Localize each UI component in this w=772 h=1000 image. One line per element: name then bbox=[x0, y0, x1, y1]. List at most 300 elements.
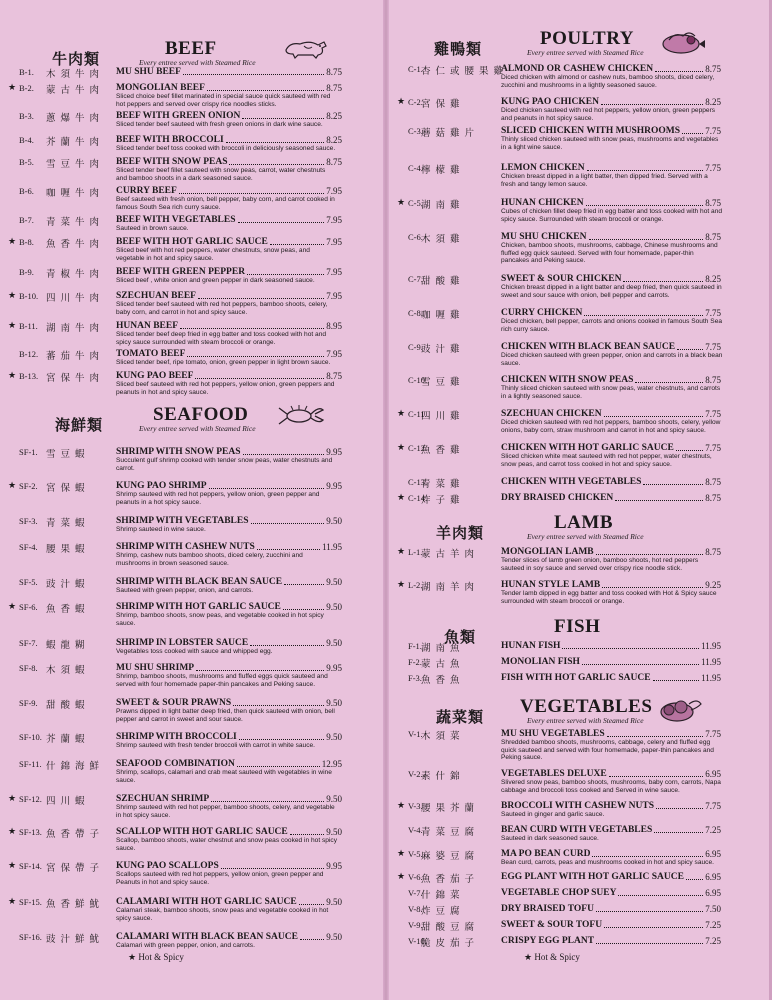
menu-item bbox=[0, 480, 383, 508]
item-price: 8.75 bbox=[326, 67, 342, 77]
item-name: KUNG PAO BEEF bbox=[116, 371, 194, 381]
item-description: Sauteed in dark seasoned sauce. bbox=[501, 835, 599, 842]
item-name: VEGETABLE CHOP SUEY bbox=[501, 888, 617, 898]
item-name-line bbox=[501, 96, 721, 107]
item-chinese-name: 湖南雞 bbox=[421, 200, 465, 211]
item-code: B-12. bbox=[19, 349, 39, 359]
item-name: BEEF WITH VEGETABLES bbox=[116, 215, 236, 225]
dot-leader bbox=[198, 298, 324, 299]
item-description: Chicken breast dipped in a light batter, then dipped fried. Served with a fresh and tangy lemon sauce. bbox=[501, 173, 708, 188]
item-description: Scallops sauteed with red hot peppers, yellow onion, green pepper and Peanuts in hot and spicy sauce. bbox=[116, 871, 324, 886]
spicy-star-icon: ★ bbox=[8, 82, 17, 92]
dot-leader bbox=[243, 454, 325, 455]
menu-item bbox=[389, 63, 772, 91]
item-name-line bbox=[116, 66, 342, 77]
item-price: 7.95 bbox=[326, 267, 342, 277]
item-description: Chicken breast dipped in a light batter and deep fried, then quick sauteed in sweet and sour sauce with onion, bell pepper and carrots. bbox=[501, 284, 722, 299]
dot-leader bbox=[654, 832, 703, 833]
item-description: Diced chicken with almond or cashew nuts, bamboo shoots, diced celery, zucchini and mushrooms in a lightly seasoned sauce. bbox=[501, 74, 715, 89]
item-name: SHRIMP WITH SNOW PEAS bbox=[116, 447, 241, 457]
dot-leader bbox=[604, 416, 704, 417]
menu-item bbox=[389, 231, 772, 265]
item-name: BEEF WITH GREEN PEPPER bbox=[116, 267, 246, 277]
item-name-line bbox=[116, 697, 342, 708]
menu-item bbox=[0, 860, 383, 888]
item-price: 8.75 bbox=[705, 477, 721, 487]
item-name: SZECHUAN CHICKEN bbox=[501, 409, 602, 419]
item-chinese-name: 蒙古羊肉 bbox=[421, 549, 480, 560]
item-chinese-name: 湖南魚 bbox=[421, 643, 465, 654]
dot-leader bbox=[677, 349, 703, 350]
item-code: C-8. bbox=[408, 308, 423, 318]
item-code: B-13. bbox=[19, 371, 39, 381]
item-chinese-name: 甜酸豆腐 bbox=[421, 922, 480, 933]
item-chinese-name: 蒙古魚 bbox=[421, 659, 465, 670]
item-code: SF-4. bbox=[19, 542, 38, 552]
item-price: 9.50 bbox=[326, 794, 342, 804]
item-name-line bbox=[116, 662, 342, 673]
section-title: VEGETABLES bbox=[520, 696, 653, 717]
item-name-line bbox=[116, 446, 342, 457]
section-title: BEEF bbox=[165, 38, 217, 59]
item-chinese-name: 甜酸雞 bbox=[421, 276, 465, 287]
item-price: 7.75 bbox=[705, 308, 721, 318]
item-price: 8.75 bbox=[705, 232, 721, 242]
item-name-line bbox=[501, 903, 721, 914]
item-name-line bbox=[501, 919, 721, 930]
item-name-line bbox=[116, 185, 342, 196]
item-code: SF-5. bbox=[19, 577, 38, 587]
item-chinese-name: 魚香蝦 bbox=[46, 604, 90, 615]
dot-leader bbox=[300, 939, 324, 940]
item-price: 7.25 bbox=[705, 920, 721, 930]
item-code: V-8. bbox=[408, 904, 423, 914]
item-chinese-name: 魚香魚 bbox=[421, 675, 465, 686]
item-name-line bbox=[116, 758, 342, 769]
item-chinese-name: 什錦菜 bbox=[421, 890, 465, 901]
item-description: Calamari with green pepper, onion, and carrots. bbox=[116, 942, 255, 949]
item-price: 6.95 bbox=[705, 888, 721, 898]
item-name: SWEET & SOUR CHICKEN bbox=[501, 274, 622, 284]
item-name: BEAN CURD WITH VEGETABLES bbox=[501, 825, 653, 835]
item-price: 7.95 bbox=[326, 215, 342, 225]
menu-item bbox=[389, 162, 772, 190]
item-price: 9.50 bbox=[326, 732, 342, 742]
menu-item bbox=[389, 442, 772, 470]
item-chinese-name: 湖南羊肉 bbox=[421, 582, 480, 593]
section-subtitle: Every entree served with Steamed Rice bbox=[139, 58, 256, 67]
item-description: Shrimp, bamboo shoots, mushrooms and fluffed eggs quick sauteed and served with four homemade paper-thin pancakes and Peking sauce. bbox=[116, 673, 328, 688]
dot-leader bbox=[655, 71, 703, 72]
dot-leader bbox=[582, 664, 699, 665]
item-code: V-6. bbox=[408, 872, 423, 882]
item-code: C-6. bbox=[408, 232, 423, 242]
item-price: 8.75 bbox=[705, 547, 721, 557]
item-name-line bbox=[501, 341, 721, 352]
item-code: SF-9. bbox=[19, 698, 38, 708]
spicy-star-icon: ★ bbox=[8, 826, 17, 836]
item-code: B-3. bbox=[19, 111, 34, 121]
item-name: MU SHU CHICKEN bbox=[501, 232, 587, 242]
item-name: KUNG PAO CHICKEN bbox=[501, 97, 599, 107]
item-name-line bbox=[116, 541, 342, 552]
item-price: 7.25 bbox=[705, 825, 721, 835]
dot-leader bbox=[237, 766, 320, 767]
dot-leader bbox=[251, 523, 325, 524]
item-name: BEEF WITH SNOW PEAS bbox=[116, 157, 228, 167]
item-chinese-name: 豉汁雞 bbox=[421, 344, 465, 355]
item-code: B-2. bbox=[19, 83, 34, 93]
dot-leader bbox=[676, 450, 703, 451]
item-chinese-name: 炸豆腐 bbox=[421, 906, 465, 917]
item-chinese-name: 蒙古牛肉 bbox=[46, 85, 105, 96]
item-name-line bbox=[501, 935, 721, 946]
item-name-line bbox=[116, 110, 342, 121]
item-name: MU SHU SHRIMP bbox=[116, 663, 195, 673]
section-chinese-title: 魚類 bbox=[444, 628, 477, 646]
section-subtitle: Every entree served with Steamed Rice bbox=[527, 48, 644, 57]
item-price: 7.25 bbox=[705, 936, 721, 946]
item-name: KUNG PAO SHRIMP bbox=[116, 481, 207, 491]
section-header-poultry bbox=[389, 24, 772, 62]
item-name-line bbox=[501, 197, 721, 208]
item-code: C-13. bbox=[408, 477, 428, 487]
dot-leader bbox=[615, 500, 703, 501]
item-name: CURRY CHICKEN bbox=[501, 308, 583, 318]
item-name: SHRIMP WITH VEGETABLES bbox=[116, 516, 249, 526]
dot-leader bbox=[183, 74, 324, 75]
menu-item bbox=[389, 492, 772, 506]
item-price: 9.50 bbox=[326, 698, 342, 708]
item-chinese-name: 咖喱雞 bbox=[421, 310, 465, 321]
item-chinese-name: 什錦海鮮 bbox=[46, 761, 105, 772]
menu-item bbox=[389, 640, 772, 654]
dot-leader bbox=[284, 584, 324, 585]
spicy-legend: ★ Hot & Spicy bbox=[524, 952, 580, 962]
item-name: SWEET & SOUR PRAWNS bbox=[116, 698, 232, 708]
menu-item bbox=[389, 125, 772, 153]
item-price: 7.75 bbox=[705, 729, 721, 739]
item-chinese-name: 雪豆牛肉 bbox=[46, 159, 105, 170]
item-description: Diced chicken sauteed with red hot peppers, bamboo shoots, celery, yellow onions, baby corn, straw mushroom and carrot in hot and spicy sauce. bbox=[501, 419, 721, 434]
dot-leader bbox=[233, 705, 324, 706]
item-name-line bbox=[501, 374, 721, 385]
item-code: C-4. bbox=[408, 163, 423, 173]
item-price: 7.75 bbox=[705, 409, 721, 419]
item-price: 7.95 bbox=[326, 349, 342, 359]
spicy-star-icon: ★ bbox=[397, 579, 406, 589]
item-name-line bbox=[501, 546, 721, 557]
item-price: 9.95 bbox=[326, 447, 342, 457]
item-code: SF-16. bbox=[19, 932, 42, 942]
item-chinese-name: 宮保蝦 bbox=[46, 483, 90, 494]
item-code: B-10. bbox=[19, 291, 39, 301]
spicy-star-icon: ★ bbox=[397, 800, 406, 810]
dot-leader bbox=[250, 645, 324, 646]
item-description: Shrimp sauteed with red hot pepper, bamboo shoots, celery, and vegetable in hot spicy sauce. bbox=[116, 804, 335, 819]
dot-leader bbox=[187, 356, 324, 357]
menu-item bbox=[0, 601, 383, 629]
item-name-line bbox=[501, 162, 721, 173]
item-code: V-7. bbox=[408, 888, 423, 898]
dot-leader bbox=[609, 776, 704, 777]
menu-item bbox=[0, 576, 383, 604]
dot-leader bbox=[207, 90, 324, 91]
item-name-line bbox=[501, 768, 721, 779]
item-name-line bbox=[501, 231, 721, 242]
item-price: 6.95 bbox=[705, 872, 721, 882]
item-price: 8.25 bbox=[326, 135, 342, 145]
item-description: Sliced tender beef sauteed with red hot peppers, bamboo shoots, celery, baby corn, and carrot in hot and spicy sauce. bbox=[116, 301, 328, 316]
item-name-line bbox=[116, 134, 342, 145]
dot-leader bbox=[596, 911, 703, 912]
item-name: MU SHU VEGETABLES bbox=[501, 729, 605, 739]
item-code: F-3. bbox=[408, 673, 422, 683]
item-code: B-8. bbox=[19, 237, 34, 247]
item-description: Shrimp, bamboo shoots, snow peas, and vegetable cooked in hot spicy sauce. bbox=[116, 612, 324, 627]
item-code: C-12. bbox=[408, 443, 428, 453]
item-chinese-name: 四川蝦 bbox=[46, 796, 90, 807]
item-price: 6.95 bbox=[705, 849, 721, 859]
item-price: 9.50 bbox=[326, 897, 342, 907]
item-price: 8.25 bbox=[705, 97, 721, 107]
item-name: CHICKEN WITH HOT GARLIC SAUCE bbox=[501, 443, 674, 453]
item-name: MU SHU BEEF bbox=[116, 67, 181, 77]
spicy-star-icon: ★ bbox=[397, 492, 406, 502]
menu-item bbox=[389, 273, 772, 301]
item-description: Sliced choice beef fillet marinated in special sauce quick sauteed with red hot peppers and served over crispy rice noodles sticks. bbox=[116, 93, 331, 108]
item-name-line bbox=[116, 370, 342, 381]
item-chinese-name: 宮保雞 bbox=[421, 99, 465, 110]
item-price: 9.95 bbox=[326, 663, 342, 673]
item-chinese-name: 甜酸蝦 bbox=[46, 700, 90, 711]
item-code: C-10. bbox=[408, 375, 428, 385]
item-chinese-name: 腰果蝦 bbox=[46, 544, 90, 555]
dot-leader bbox=[211, 801, 324, 802]
dot-leader bbox=[290, 834, 325, 835]
spicy-star-icon: ★ bbox=[8, 793, 17, 803]
item-name: SZECHUAN SHRIMP bbox=[116, 794, 210, 804]
item-chinese-name: 木須菜 bbox=[421, 731, 465, 742]
item-description: Scallop, bamboo shoots, water chestnut and snow peas cooked in hot spicy sauce. bbox=[116, 837, 338, 852]
menu-item bbox=[0, 541, 383, 569]
item-name: EGG PLANT WITH HOT GARLIC SAUCE bbox=[501, 872, 684, 882]
item-chinese-name: 青菜雞 bbox=[421, 479, 465, 490]
item-chinese-name: 雪豆雞 bbox=[421, 377, 465, 388]
dot-leader bbox=[584, 315, 703, 316]
item-description: Cubes of chicken fillet deep fried in egg batter and toss cooked with hot and spicy sauce. Surrounded with steam broccoli or orange. bbox=[501, 208, 723, 223]
item-description: Tender lamb dipped in egg batter and toss cooked with Hot & Spicy sauce surrounded with steam broccoli or orange. bbox=[501, 590, 717, 605]
item-price: 7.75 bbox=[705, 443, 721, 453]
item-description: Bean curd, carrots, peas and mushrooms cooked in hot and spicy sauce. bbox=[501, 859, 714, 866]
item-price: 8.75 bbox=[705, 493, 721, 503]
item-code: F-2. bbox=[408, 657, 422, 667]
item-name: CALAMARI WITH BLACK BEAN SAUCE bbox=[116, 932, 298, 942]
menu-item bbox=[0, 697, 383, 725]
item-description: Chicken, bamboo shoots, mushrooms, cabbage, Chinese mushrooms and fluffed egg quick sauteed. Served with four homemade, paper-thin pancakes and Peking sauce. bbox=[501, 242, 718, 265]
menu-item bbox=[389, 656, 772, 670]
dot-leader bbox=[604, 927, 703, 928]
item-name: BROCCOLI WITH CASHEW NUTS bbox=[501, 801, 655, 811]
item-name-line bbox=[116, 82, 342, 93]
menu-item bbox=[389, 871, 772, 885]
item-chinese-name: 魚香帶子 bbox=[46, 829, 105, 840]
item-name: SLICED CHICKEN WITH MUSHROOMS bbox=[501, 126, 681, 136]
menu-item bbox=[0, 662, 383, 690]
dot-leader bbox=[635, 382, 703, 383]
item-name: HUNAN CHICKEN bbox=[501, 198, 584, 208]
dot-leader bbox=[242, 118, 324, 119]
item-code: C-3. bbox=[408, 126, 423, 136]
item-name-line bbox=[501, 408, 721, 419]
item-chinese-name: 四川牛肉 bbox=[46, 293, 105, 304]
item-description: Sliced tender beef sauteed with fresh green onions in dark wine sauce. bbox=[116, 121, 323, 128]
item-name-line bbox=[501, 887, 721, 898]
menu-item bbox=[389, 197, 772, 225]
item-description: Sauteed in ginger and garlic sauce. bbox=[501, 811, 605, 818]
menu-item bbox=[0, 896, 383, 924]
item-name: SCALLOP WITH HOT GARLIC SAUCE bbox=[116, 827, 288, 837]
dot-leader bbox=[586, 205, 704, 206]
item-name: CHICKEN WITH BLACK BEAN SAUCE bbox=[501, 342, 676, 352]
item-name: SHRIMP IN LOBSTER SAUCE bbox=[116, 638, 249, 648]
item-code: B-1. bbox=[19, 67, 34, 77]
item-chinese-name: 芥蘭牛肉 bbox=[46, 137, 105, 148]
item-name: VEGETABLES DELUXE bbox=[501, 769, 607, 779]
item-price: 7.75 bbox=[705, 126, 721, 136]
item-name: TOMATO BEEF bbox=[116, 349, 186, 359]
item-name: DRY BRAISED TOFU bbox=[501, 904, 594, 914]
item-price: 7.75 bbox=[705, 342, 721, 352]
dot-leader bbox=[587, 170, 704, 171]
menu-item bbox=[389, 476, 772, 490]
spicy-star-icon: ★ bbox=[397, 848, 406, 858]
menu-item bbox=[389, 96, 772, 124]
item-code: V-10. bbox=[408, 936, 427, 946]
menu-item bbox=[0, 370, 383, 398]
menu-item bbox=[389, 935, 772, 949]
item-description: Shrimp, scallops, calamari and crab meat sauteed with vegetables in wine sauce. bbox=[116, 769, 332, 784]
item-code: C-7. bbox=[408, 274, 423, 284]
item-description: Diced chicken sauteed with green pepper, onion and carrots in a black bean sauce. bbox=[501, 352, 723, 367]
item-price: 8.25 bbox=[326, 111, 342, 121]
item-code: SF-6. bbox=[19, 602, 38, 612]
item-price: 9.50 bbox=[326, 638, 342, 648]
item-description: Sliced tender beef fillet sauteed with snow peas, carrot, water chestnuts and bamboo shoots in a dark seasoned sauce. bbox=[116, 167, 326, 182]
menu-item bbox=[389, 768, 772, 796]
item-description: Shrimp sauteed with red hot peppers, yellow onion, green pepper and peanuts in a hot spicy sauce. bbox=[116, 491, 320, 506]
dot-leader bbox=[643, 484, 703, 485]
item-description: Diced chicken, bell pepper, carrots and onions cooked in famous South Sea rich curry sauce. bbox=[501, 318, 723, 333]
item-chinese-name: 麻婆豆腐 bbox=[421, 851, 480, 862]
menu-item bbox=[389, 728, 772, 762]
item-name-line bbox=[116, 576, 342, 587]
spicy-star-icon: ★ bbox=[397, 871, 406, 881]
item-name: MONGOLIAN LAMB bbox=[501, 547, 594, 557]
item-name: SEAFOOD COMBINATION bbox=[116, 759, 235, 769]
item-chinese-name: 青菜豆腐 bbox=[421, 827, 480, 838]
item-name-line bbox=[116, 236, 342, 247]
item-chinese-name: 素什錦 bbox=[421, 771, 465, 782]
dot-leader bbox=[270, 244, 324, 245]
dot-leader bbox=[607, 736, 704, 737]
item-price: 12.95 bbox=[321, 759, 342, 769]
section-header-lamb bbox=[389, 508, 772, 546]
menu-item bbox=[0, 156, 383, 184]
item-name-line bbox=[501, 672, 721, 683]
item-chinese-name: 腰果芥蘭 bbox=[421, 803, 480, 814]
item-name-line bbox=[116, 826, 342, 837]
item-name-line bbox=[501, 307, 721, 318]
item-description: Sauteed in brown sauce. bbox=[116, 225, 189, 232]
item-price: 9.50 bbox=[326, 932, 342, 942]
item-name-line bbox=[116, 601, 342, 612]
item-chinese-name: 蕃茄牛肉 bbox=[46, 351, 105, 362]
item-chinese-name: 炸子雞 bbox=[421, 495, 465, 506]
item-chinese-name: 檸檬雞 bbox=[421, 165, 465, 176]
item-name-line bbox=[116, 860, 342, 871]
dot-leader bbox=[283, 609, 324, 610]
item-name-line bbox=[501, 800, 721, 811]
item-code: SF-13. bbox=[19, 827, 42, 837]
item-code: V-4. bbox=[408, 825, 423, 835]
item-name-line bbox=[116, 480, 342, 491]
item-price: 8.25 bbox=[705, 274, 721, 284]
menu-item bbox=[0, 793, 383, 821]
item-chinese-name: 芥蘭蝦 bbox=[46, 734, 90, 745]
item-code: SF-15. bbox=[19, 897, 42, 907]
item-description: Tender slices of lamb green onion, bamboo shoots, hot red peppers sauteed in soy sauce and served over crispy rice noodle stick. bbox=[501, 557, 699, 572]
item-code: V-9. bbox=[408, 920, 423, 930]
item-name-line bbox=[116, 731, 342, 742]
item-chinese-name: 蘑菇雞片 bbox=[421, 128, 480, 139]
item-name: SHRIMP WITH CASHEW NUTS bbox=[116, 542, 255, 552]
item-code: L-2. bbox=[408, 580, 423, 590]
item-code: SF-2. bbox=[19, 481, 38, 491]
item-price: 7.50 bbox=[705, 904, 721, 914]
item-description: Slivered snow peas, bamboo shoots, mushrooms, baby corn, carrots, Napa cabbage and broccoli toss cooked and Served in wine sauce. bbox=[501, 779, 721, 794]
item-price: 6.95 bbox=[705, 769, 721, 779]
menu-item bbox=[0, 290, 383, 318]
section-header-vegetables bbox=[389, 692, 772, 730]
item-chinese-name: 杏仁或腰果雞 bbox=[421, 66, 509, 77]
dot-leader bbox=[195, 378, 324, 379]
item-name: KUNG PAO SCALLOPS bbox=[116, 861, 219, 871]
item-description: Sliced tender beef deep fried in egg batter and toss cooked with hot and spicy sauce surrounded with steam broccoli or orange. bbox=[116, 331, 327, 346]
menu-item bbox=[0, 82, 383, 110]
dot-leader bbox=[247, 274, 324, 275]
item-code: C-11. bbox=[408, 409, 427, 419]
item-chinese-name: 魚香雞 bbox=[421, 445, 465, 456]
item-name-line bbox=[116, 266, 342, 277]
item-name: CHICKEN WITH SNOW PEAS bbox=[501, 375, 634, 385]
item-code: V-1. bbox=[408, 729, 423, 739]
item-code: SF-1. bbox=[19, 447, 38, 457]
item-code: SF-12. bbox=[19, 794, 42, 804]
item-name-line bbox=[501, 125, 721, 136]
dot-leader bbox=[299, 904, 325, 905]
item-name: BEEF WITH BROCCOLI bbox=[116, 135, 224, 145]
dot-leader bbox=[239, 739, 325, 740]
item-name: CHICKEN WITH VEGETABLES bbox=[501, 477, 642, 487]
item-name-line bbox=[116, 515, 342, 526]
item-code: V-5. bbox=[408, 849, 423, 859]
spicy-star-icon: ★ bbox=[8, 860, 17, 870]
item-description: Sliced beef sauteed with red hot peppers, yellow onion, green peppers and peanuts in hot and spicy sauce. bbox=[116, 381, 335, 396]
dot-leader bbox=[257, 549, 320, 550]
spicy-star-icon: ★ bbox=[397, 197, 406, 207]
item-name: SHRIMP WITH BLACK BEAN SAUCE bbox=[116, 577, 283, 587]
